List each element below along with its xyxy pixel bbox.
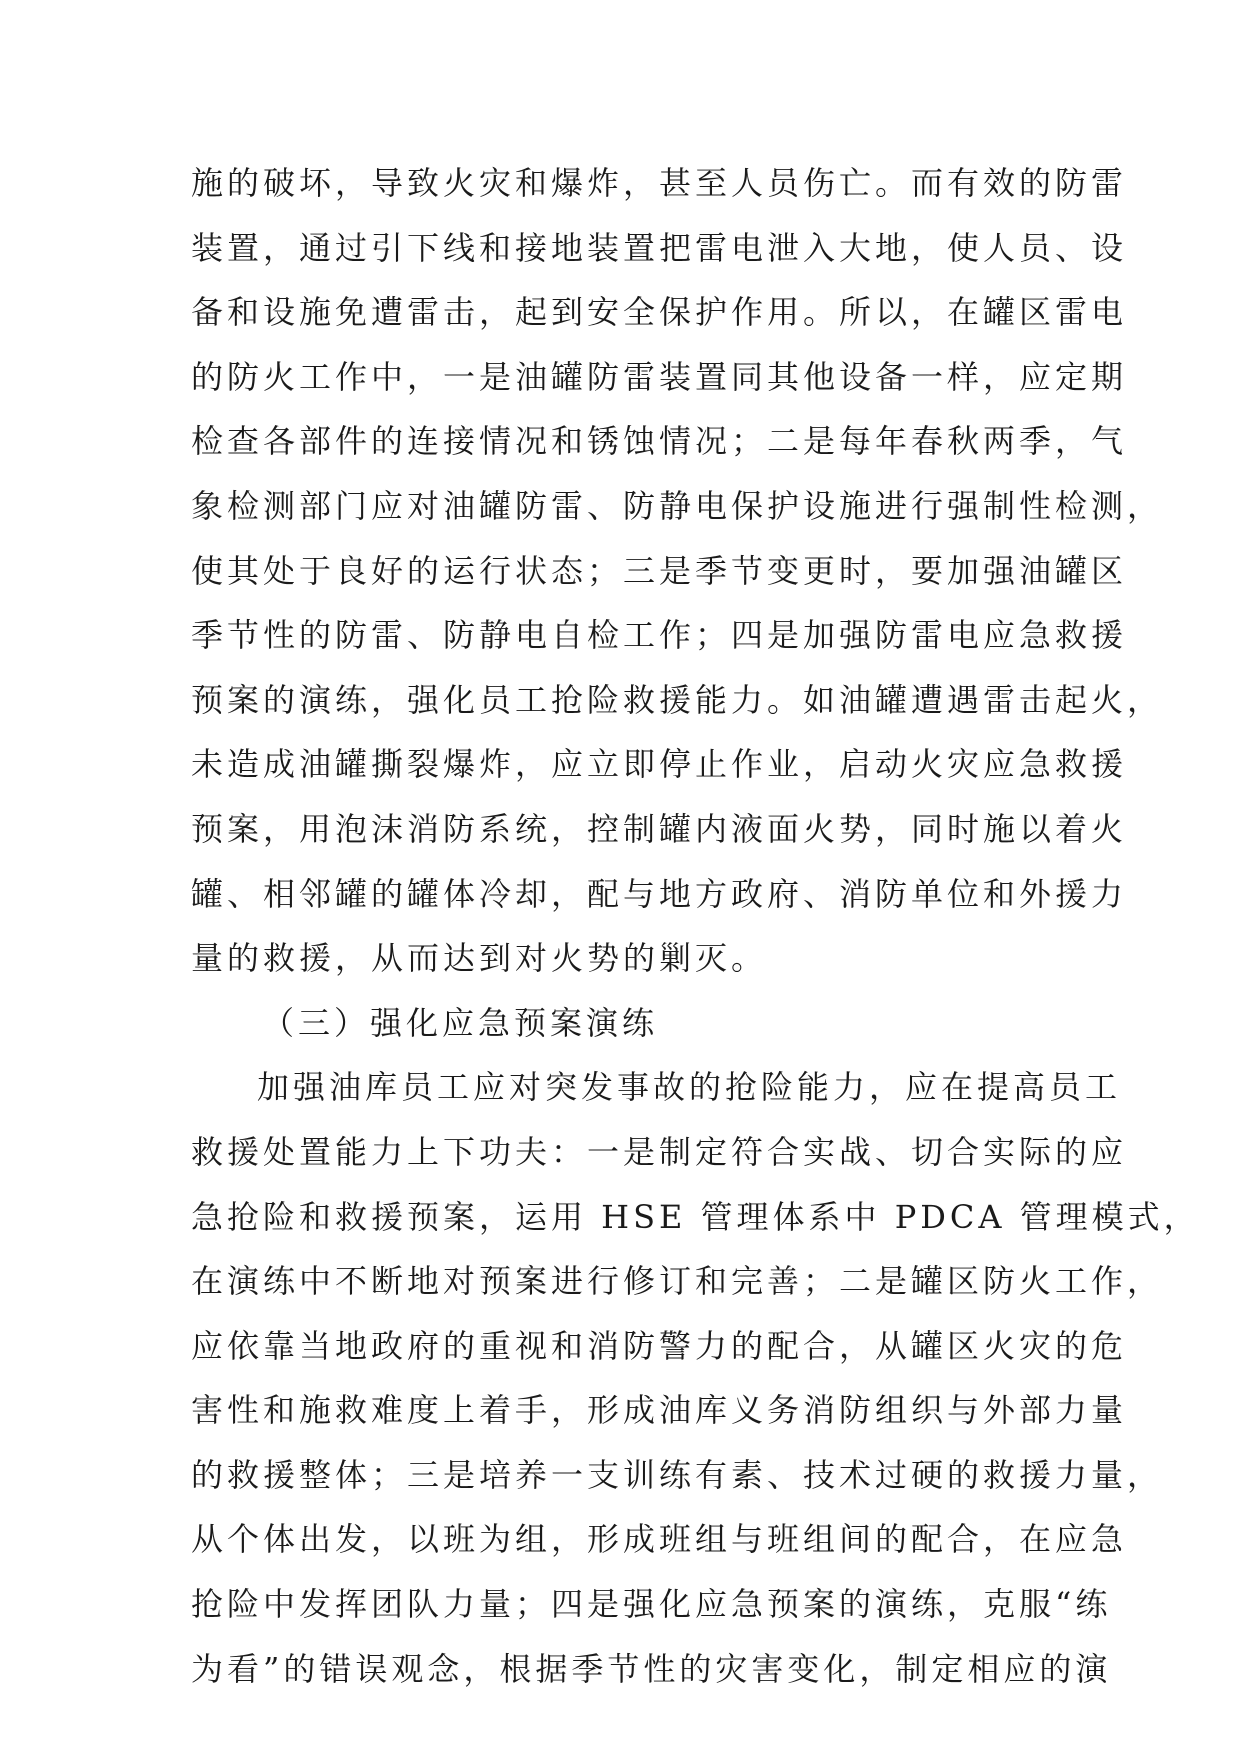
text-line: 害性和施救难度上着手，形成油库义务消防组织与外部力量 — [191, 1391, 1128, 1430]
text-line: 未造成油罐撕裂爆炸，应立即停止作业，启动火灾应急救援 — [191, 745, 1128, 784]
text-line: 预案的演练，强化员工抢险救援能力。如油罐遭遇雷击起火， — [191, 680, 1164, 719]
text-line: 为看”的错误观念，根据季节性的灾害变化，制定相应的演 — [191, 1649, 1112, 1688]
text-line: 在演练中不断地对预案进行修订和完善；二是罐区防火工作， — [191, 1262, 1164, 1301]
text-line: 施的破坏，导致火灾和爆炸，甚至人员伤亡。而有效的防雷 — [191, 164, 1128, 202]
text-line: 装置，通过引下线和接地装置把雷电泄入大地，使人员、设 — [191, 228, 1128, 267]
text-line: 预案，用泡沫消防系统，控制罐内液面火势，同时施以着火 — [191, 809, 1128, 848]
text-line: 检查各部件的连接情况和锈蚀情况；二是每年春秋两季，气 — [191, 422, 1128, 461]
text-line: 的防火工作中，一是油罐防雷装置同其他设备一样，应定期 — [191, 357, 1128, 396]
text-line: 加强油库员工应对突发事故的抢险能力，应在提高员工 — [257, 1068, 1122, 1107]
text-line: 象检测部门应对油罐防雷、防静电保护设施进行强制性检测， — [191, 486, 1164, 525]
body-text — [191, 151, 1200, 1701]
text-line: 从个体出发，以班为组，形成班组与班组间的配合，在应急 — [191, 1520, 1128, 1559]
text-line: 备和设施免遭雷击，起到安全保护作用。所以，在罐区雷电 — [191, 293, 1128, 332]
text-line: 的救援整体；三是培养一支训练有素、技术过硬的救援力量， — [191, 1455, 1164, 1494]
text-line: 抢险中发挥团队力量；四是强化应急预案的演练，克服“练 — [191, 1585, 1112, 1624]
text-line: 罐、相邻罐的罐体冷却，配与地方政府、消防单位和外援力 — [191, 874, 1128, 913]
text-line: 季节性的防雷、防静电自检工作；四是加强防雷电应急救援 — [191, 616, 1128, 655]
text-line: 使其处于良好的运行状态；三是季节变更时，要加强油罐区 — [191, 551, 1128, 590]
text-line: 急抢险和救援预案，运用 HSE 管理体系中 PDCA 管理模式， — [191, 1197, 1200, 1236]
section-heading: （三）强化应急预案演练 — [262, 1003, 659, 1042]
text-line: 救援处置能力上下功夫：一是制定符合实战、切合实际的应 — [191, 1132, 1128, 1171]
text-line: 应依靠当地政府的重视和消防警力的配合，从罐区火灾的危 — [191, 1326, 1128, 1365]
text-line: 量的救援，从而达到对火势的剿灭。 — [191, 939, 768, 978]
